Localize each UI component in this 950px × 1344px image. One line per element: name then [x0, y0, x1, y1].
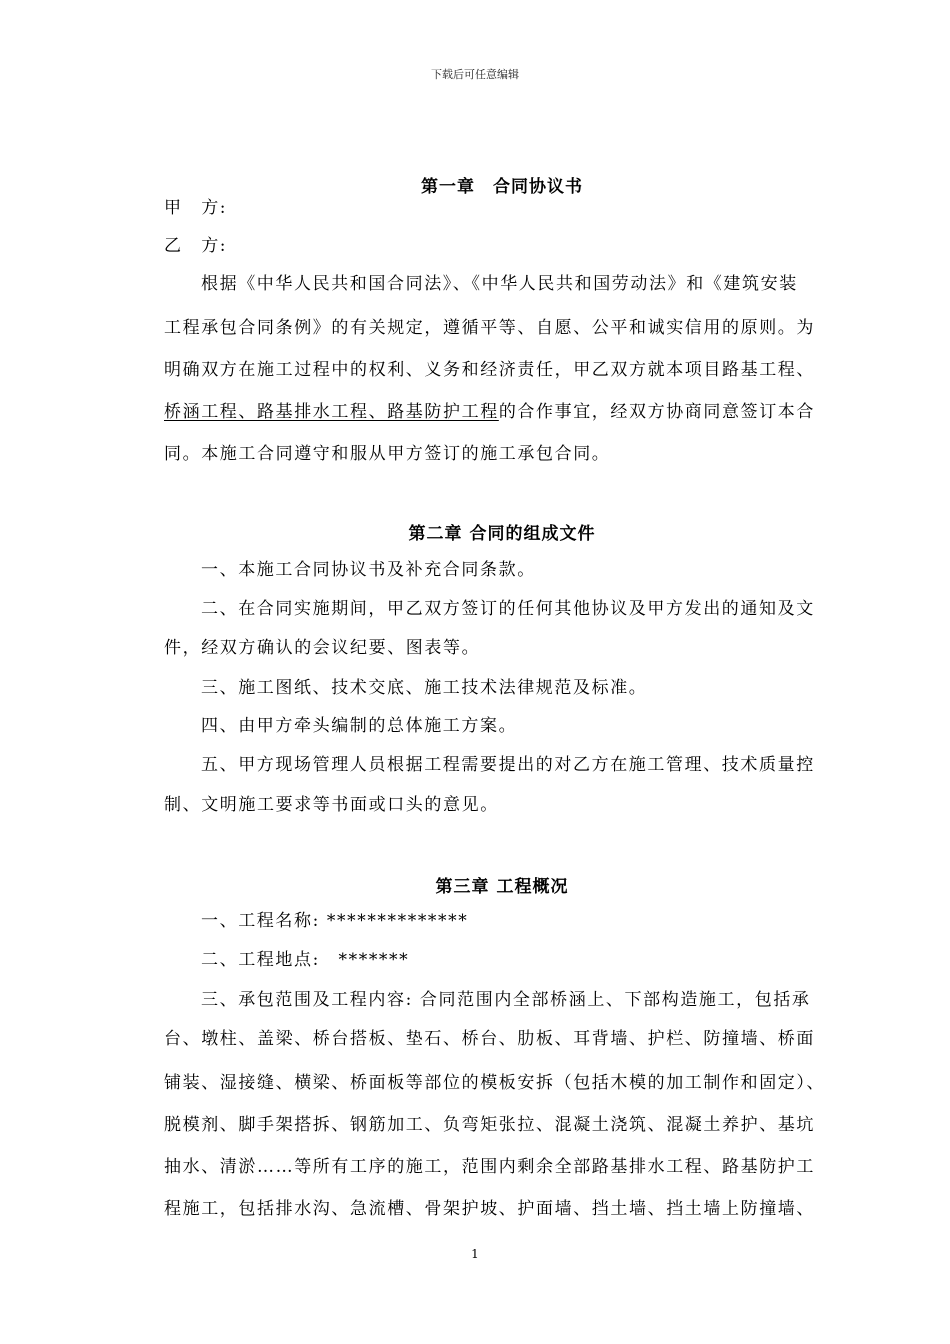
chapter-3-item: 二、工程地点: *******: [201, 950, 410, 970]
chapter-2-item: 四、由甲方牵头编制的总体施工方案。: [201, 716, 518, 736]
chapter-3-item: 三、承包范围及工程内容: 合同范围内全部桥涵上、下部构造施工，包括承: [201, 990, 811, 1010]
chapter-2-item: 一、本施工合同协议书及补充合同条款。: [201, 560, 536, 580]
chapter-1-para-line: 明确双方在施工过程中的权利、义务和经济责任，甲乙双方就本项目路基工程、: [164, 360, 815, 380]
chapter-2-item: 五、甲方现场管理人员根据工程需要提出的对乙方在施工管理、技术质量控: [201, 755, 815, 775]
page-number: 1: [471, 1247, 479, 1261]
chapter-2-item: 二、在合同实施期间，甲乙双方签订的任何其他协议及甲方发出的通知及文: [201, 599, 815, 619]
chapter-1-para-line: 工程承包合同条例》的有关规定，遵循平等、自愿、公平和诚实信用的原则。为: [164, 318, 815, 338]
chapter-3-item-continuation: 程施工，包括排水沟、急流槽、骨架护坡、护面墙、挡土墙、挡土墙上防撞墙、: [164, 1199, 815, 1219]
party-a-label: 甲 方:: [164, 198, 228, 218]
chapter-2-title: 第二章 合同的组成文件: [408, 524, 596, 544]
chapter-3-item-continuation: 脱模剂、脚手架搭拆、钢筋加工、负弯矩张拉、混凝土浇筑、混凝土养护、基坑: [164, 1115, 815, 1135]
chapter-1-para-line: 同。本施工合同遵守和服从甲方签订的施工承包合同。: [164, 444, 611, 464]
chapter-2-item-continuation: 件，经双方确认的会议纪要、图表等。: [164, 638, 481, 658]
chapter-3-item-continuation: 铺装、湿接缝、横梁、桥面板等部位的模板安拆（包括木模的加工制作和固定）、: [164, 1073, 826, 1093]
chapter-3-item: 一、工程名称: **************: [201, 911, 469, 931]
chapter-1-para-line: [164, 402, 815, 422]
chapter-1-title: 第一章 合同协议书: [421, 177, 583, 197]
underlined-scope-text: 桥涵工程、路基排水工程、路基防护工程: [164, 402, 499, 422]
chapter-2-item: 三、施工图纸、技术交底、施工技术法律规范及标准。: [201, 678, 648, 698]
chapter-3-item-continuation: 抽水、清淤……等所有工序的施工，范围内剩余全部路基排水工程、路基防护工: [164, 1157, 815, 1177]
chapter-3-title: 第三章 工程概况: [435, 877, 569, 897]
party-b-label: 乙 方:: [164, 236, 228, 256]
chapter-1-para-line: 根据《中华人民共和国合同法》、《中华人民共和国劳动法》和《建筑安装: [201, 274, 798, 294]
page-header: 下载后可任意编辑: [431, 68, 519, 81]
chapter-3-item-continuation: 台、墩柱、盖梁、桥台搭板、垫石、桥台、肋板、耳背墙、护栏、防撞墙、桥面: [164, 1029, 815, 1049]
chapter-2-item-continuation: 制、文明施工要求等书面或口头的意见。: [164, 795, 499, 815]
para-line-rest: 的合作事宜，经双方协商同意签订本合: [498, 402, 816, 422]
